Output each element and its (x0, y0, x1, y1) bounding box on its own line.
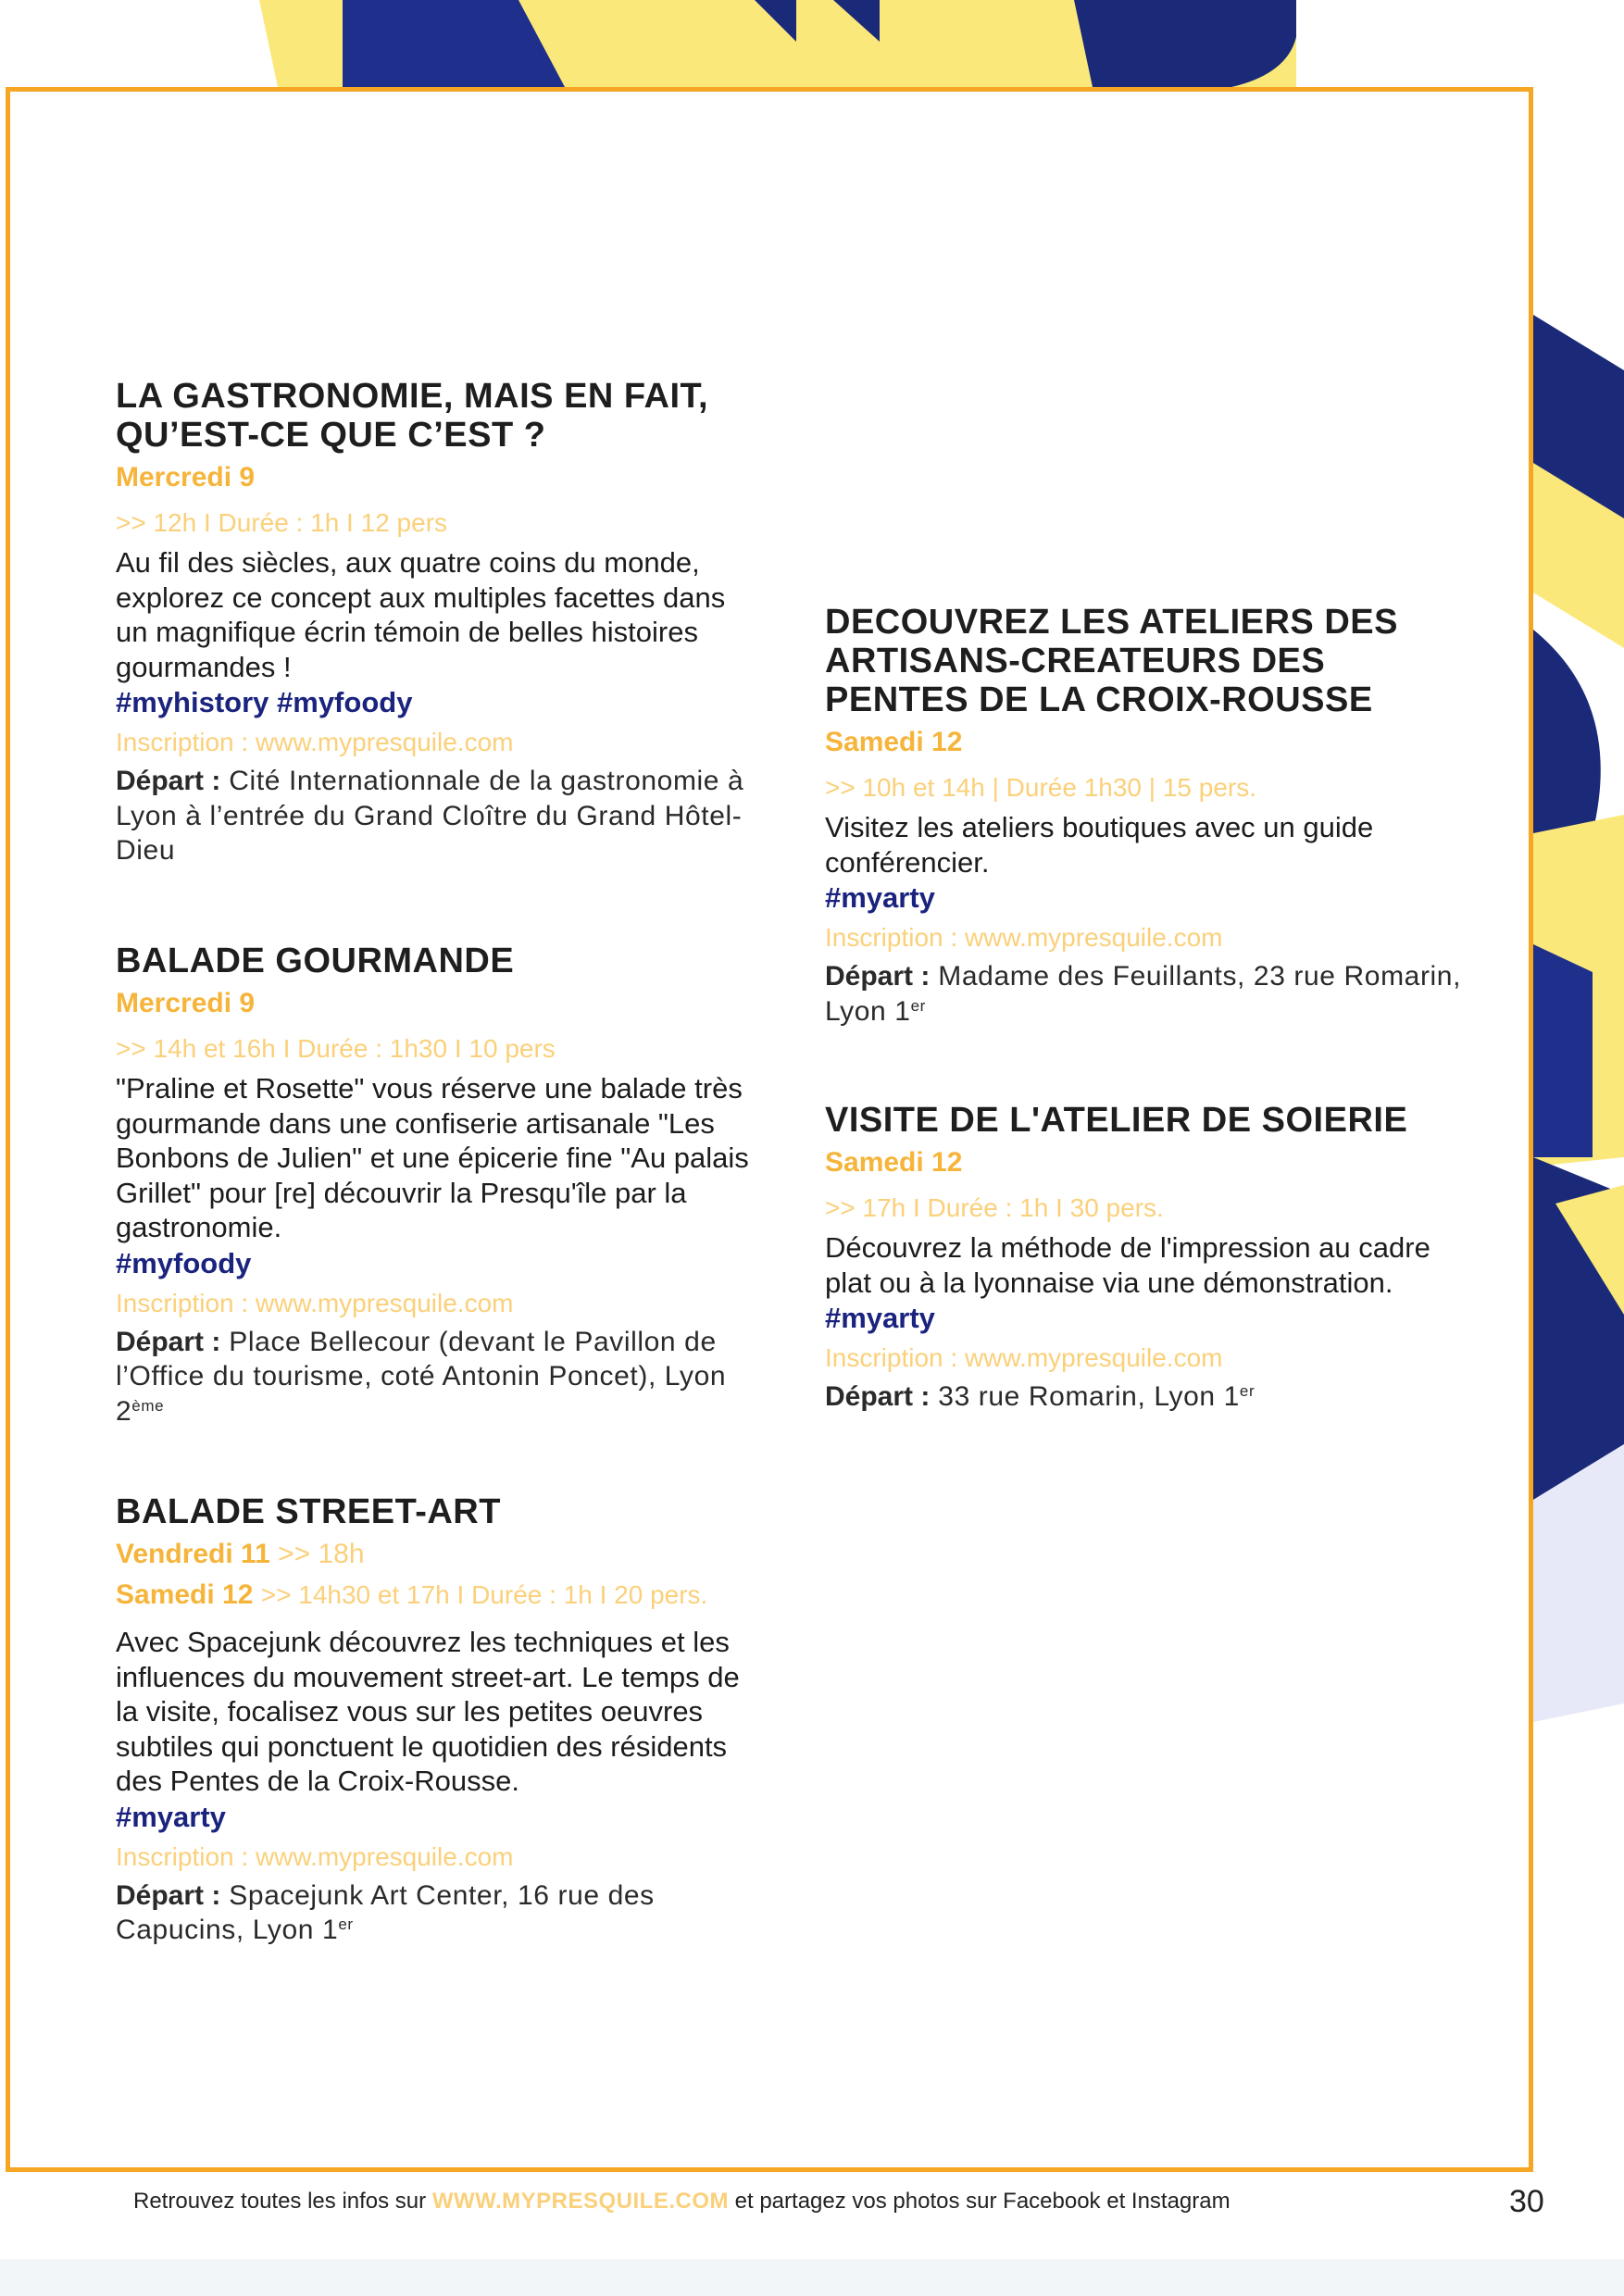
footer-text-before: Retrouvez toutes les infos sur (133, 2189, 432, 2214)
deco-navy-top-curve (1074, 0, 1296, 87)
event-gastronomie (116, 377, 755, 868)
event-ateliers-artisans (825, 603, 1473, 1029)
deco-navy-right-2 (1533, 944, 1593, 1157)
event-inscription: Inscription : www.mypresquile.com (825, 923, 1223, 952)
event-title: VISITE DE L'ATELIER DE SOIERIE (825, 1101, 1408, 1140)
deco-navy-top-left (343, 0, 565, 87)
event-atelier-soierie (825, 1101, 1473, 1415)
event-schedule: >> 10h et 14h | Durée 1h30 | 15 pers. (825, 773, 1256, 802)
depart-superscript: er (1239, 1382, 1255, 1400)
depart-location: 33 rue Romarin, Lyon 1 (938, 1381, 1240, 1412)
event-description: Visitez les ateliers boutiques avec un guide conférencier. (825, 811, 1374, 879)
deco-lavender-right (1533, 1444, 1624, 1722)
deco-navy-right-3 (1533, 1157, 1624, 1500)
event-title: LA GASTRONOMIE, MAIS EN FAIT, QU’EST-CE QUE C’EST ? (116, 377, 709, 455)
event-schedule: >> 12h I Durée : 1h I 12 pers (116, 508, 448, 537)
depart-location: Cité Internationnale de la gastronomie à Lyon à l’entrée du Grand Cloître du Grand Hôtel-Dieu (116, 766, 744, 866)
depart-label: Départ : (116, 766, 221, 796)
date-schedule: >> 18h (278, 1539, 365, 1569)
event-balade-street-art (116, 1492, 755, 1948)
deco-bottom-band (0, 2259, 1624, 2296)
footer-text-after: et partagez vos photos sur Facebook et Instagram (728, 2189, 1230, 2214)
depart-location: Spacejunk Art Center, 16 rue des Capucins, Lyon 1 (116, 1879, 655, 1945)
event-date-saturday (116, 1577, 755, 1614)
event-description: Avec Spacejunk découvrez les techniques et les influences du mouvement street-art. Le temps de la visite, focalisez vous sur les petites oeuvres subtiles qui ponctuent le quotidien des résidents des Pentes de la Croix-Rousse. (116, 1626, 740, 1797)
page-number: 30 (1509, 2184, 1544, 2219)
event-description: "Praline et Rosette" vous réserve une balade très gourmande dans une confiserie artisanale "Les Bonbons de Julien" et une épicerie fine "Au palais Grillet" pour [re] découvrir la Presqu'île par la gastronomie. (116, 1072, 749, 1243)
event-depart (116, 764, 755, 868)
event-title: DECOUVREZ LES ATELIERS DES ARTISANS-CREATEURS DES PENTES DE LA CROIX-ROUSSE (825, 603, 1398, 719)
deco-navy-right-curve (1533, 630, 1601, 833)
page-footer (0, 2181, 1624, 2222)
deco-navy-right-1 (1533, 315, 1624, 518)
event-schedule: >> 14h et 16h I Durée : 1h30 I 10 pers (116, 1034, 556, 1063)
event-date: Samedi 12 (825, 727, 963, 757)
event-hashtags: #myfoody (116, 1246, 252, 1279)
event-hashtags: #myarty (825, 1302, 935, 1334)
event-inscription: Inscription : www.mypresquile.com (825, 1343, 1223, 1372)
event-inscription: Inscription : www.mypresquile.com (116, 1841, 514, 1871)
event-title: BALADE STREET-ART (116, 1492, 501, 1531)
event-date: Mercredi 9 (116, 988, 256, 1018)
footer-text (133, 2181, 1230, 2222)
event-description: Au fil des siècles, aux quatre coins du monde, explorez ce concept aux multiples facettes dans un magnifique écrin témoin de belles histoires gourmandes ! (116, 546, 726, 683)
event-hashtags: #myarty (116, 1800, 226, 1833)
event-depart (116, 1878, 755, 1948)
deco-navy-top-notch2 (833, 0, 880, 42)
event-title: BALADE GOURMANDE (116, 942, 515, 980)
event-description: Découvrez la méthode de l'impression au cadre plat ou à la lyonnaise via une démonstration. (825, 1231, 1430, 1299)
date-label: Vendredi 11 (116, 1539, 270, 1569)
deco-yellow-right-1 (1533, 324, 1624, 648)
depart-location: Madame des Feuillants, 23 rue Romarin, Lyon 1 (825, 961, 1462, 1027)
depart-label: Départ : (825, 1381, 931, 1412)
deco-yellow-top (259, 0, 1296, 87)
event-date: Samedi 12 (825, 1147, 963, 1178)
content-frame (6, 87, 1533, 2172)
deco-yellow-right-3 (1555, 1185, 1624, 1315)
date-schedule: >> 14h30 et 17h I Durée : 1h I 20 pers. (260, 1580, 708, 1609)
deco-yellow-right-2 (1533, 815, 1624, 1167)
deco-navy-top-notch1 (755, 0, 796, 42)
footer-website-link[interactable]: WWW.MYPRESQUILE.COM (431, 2189, 729, 2214)
depart-label: Départ : (825, 961, 931, 992)
depart-location: Place Bellecour (devant le Pavillon de l’Office du tourisme, coté Antonin Poncet), Lyon 2 (116, 1326, 727, 1427)
event-depart (825, 1379, 1473, 1415)
depart-label: Départ : (116, 1879, 221, 1911)
event-schedule: >> 17h I Durée : 1h I 30 pers. (825, 1193, 1164, 1222)
event-hashtags: #myarty (825, 881, 935, 914)
depart-superscript: er (910, 996, 926, 1015)
event-inscription: Inscription : www.mypresquile.com (116, 728, 514, 756)
event-balade-gourmande (116, 942, 755, 1429)
event-date-friday (116, 1531, 755, 1577)
event-inscription: Inscription : www.mypresquile.com (116, 1288, 514, 1317)
event-hashtags: #myhistory #myfoody (116, 686, 413, 718)
event-depart (116, 1325, 755, 1429)
depart-superscript: ème (131, 1396, 165, 1415)
date-label: Samedi 12 (116, 1579, 254, 1610)
depart-label: Départ : (116, 1326, 221, 1357)
event-date: Mercredi 9 (116, 462, 256, 493)
depart-superscript: er (338, 1915, 354, 1933)
event-depart (825, 959, 1473, 1029)
